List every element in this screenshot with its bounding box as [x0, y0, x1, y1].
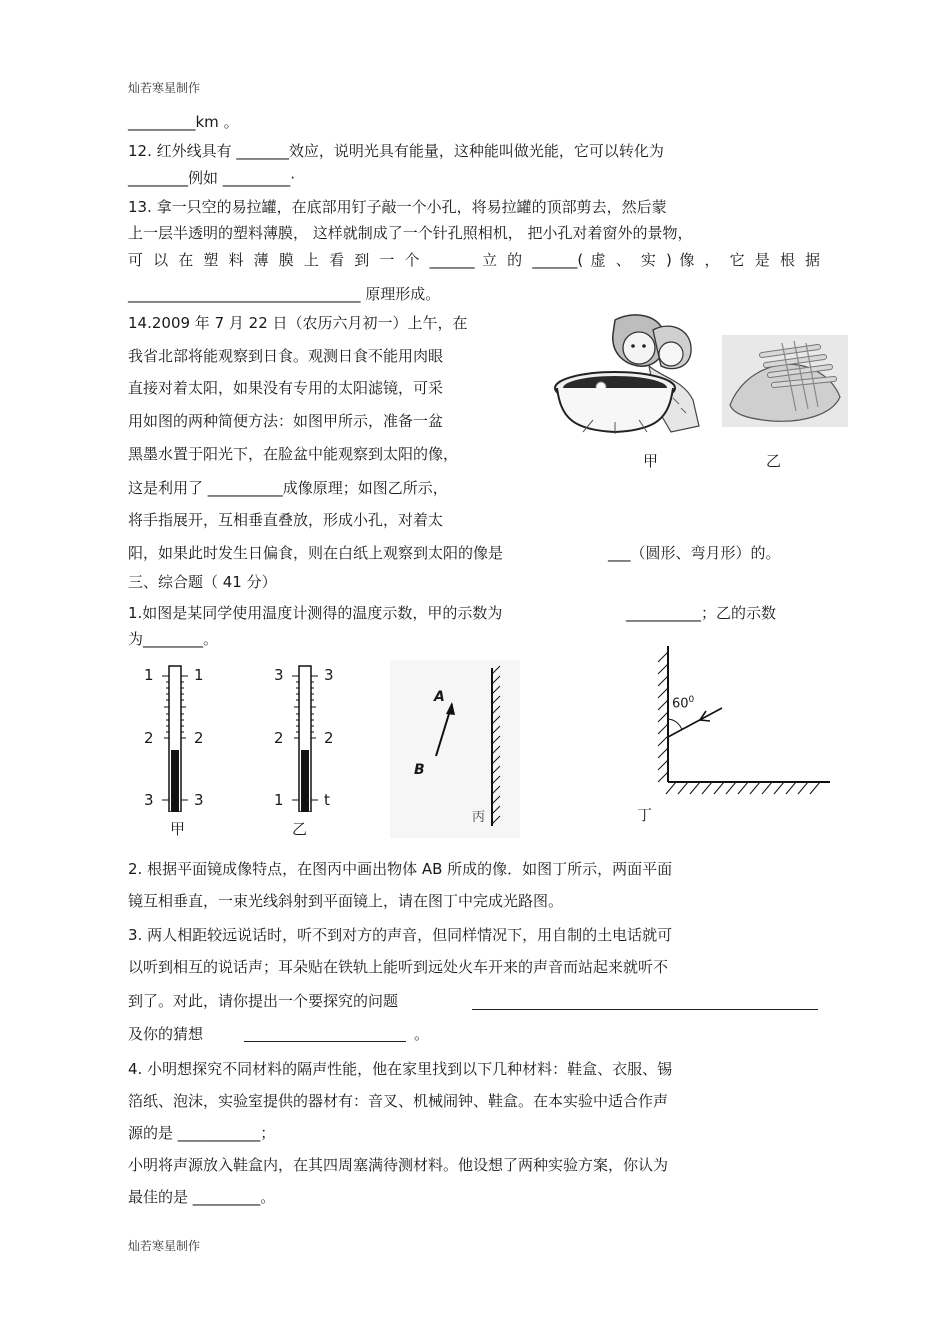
question-12: 12. 红外线具有 _______效应，说明光具有能量，这种能叫做光能，它可以转化为	[128, 142, 664, 160]
figure-jia-label: 甲	[643, 452, 659, 470]
question-13-line4: _______________________________ 原理形成。	[128, 285, 441, 303]
therm-yi-left-3: 3	[274, 666, 284, 684]
figure-jia-basin-illustration	[553, 308, 703, 438]
question-14-line7: 将手指展开，互相垂直叠放，形成小孔，对着太	[128, 511, 444, 529]
therm-jia-right-1: 1	[194, 666, 204, 684]
question-3-guess-line[interactable]	[244, 1041, 406, 1042]
question-4-line4: 小明将声源放入鞋盒内，在其四周塞满待测材料。他设想了两种实验方案，你认为	[128, 1156, 669, 1174]
therm-yi-label: 乙	[292, 820, 308, 838]
therm-jia-left-1: 1	[144, 666, 154, 684]
question-14-line8: 阳，如果此时发生日偏食，则在白纸上观察到太阳的像是	[128, 544, 504, 562]
question-3-end-mark: 。	[414, 1025, 430, 1043]
point-b-label: B	[414, 762, 425, 778]
question-3-answer-line[interactable]	[472, 1009, 818, 1010]
question-14-line5: 黑墨水置于阳光下，在脸盆中能观察到太阳的像，	[128, 445, 459, 463]
question-14-line8-blank: ___（圆形、弯月形）的。	[608, 544, 781, 562]
figure-ding-label: 丁	[637, 806, 653, 824]
angle-value: 60	[672, 696, 689, 712]
point-a-label: A	[434, 689, 445, 705]
therm-jia-right-3: 3	[194, 791, 204, 809]
section-three-heading: 三、综合题（ 41 分）	[128, 573, 277, 591]
question-13-line3: 可 以 在 塑 料 薄 膜 上 看 到 一 个 ______ 立 的 ______( 虚 、 实 ) 像 ， 它 是 根 据	[128, 251, 820, 269]
page-footer: 灿若寒星制作	[128, 1239, 201, 1253]
therm-yi-left-2: 2	[274, 729, 284, 747]
therm-yi-left-1: 1	[274, 791, 284, 809]
figure-bing-mirror	[390, 660, 520, 838]
question-1-blank-jia: __________；乙的示数	[626, 604, 777, 622]
therm-yi-right-3: 3	[324, 666, 334, 684]
figure-yi-hands-illustration	[722, 335, 848, 427]
question-1-line2: 为________。	[128, 630, 219, 648]
angle-degree-sup: 0	[688, 695, 695, 705]
therm-jia-left-3: 3	[144, 791, 154, 809]
figure-bing-label: 丙	[472, 810, 486, 825]
question-3-line4: 及你的猜想	[128, 1025, 204, 1043]
question-1-line1: 1.如图是某同学使用温度计测得的温度示数，甲的示数为	[128, 604, 503, 622]
question-13-line2: 上一层半透明的塑料薄膜， 这样就制成了一个针孔照相机， 把小孔对着窗外的景物，	[128, 224, 693, 242]
question-4-line3: 源的是 ___________；	[128, 1124, 276, 1142]
question-4-line2: 箔纸、泡沫，实验室提供的器材有：音叉、机械闹钟、鞋盒。在本实验中适合作声	[128, 1092, 669, 1110]
question-14-line2: 我省北部将能观察到日食。观测日食不能用肉眼	[128, 347, 444, 365]
page-header: 灿若寒星制作	[128, 81, 201, 95]
therm-jia-left-2: 2	[144, 729, 154, 747]
question-14-line3: 直接对着太阳，如果没有专用的太阳滤镜，可采	[128, 379, 444, 397]
figure-yi-label: 乙	[766, 452, 782, 470]
question-3-line2: 以听到相互的说话声；耳朵贴在铁轨上能听到远处火车开来的声音而站起来就听不	[128, 958, 669, 976]
question-3-line1: 3. 两人相距较远说话时，听不到对方的声音，但同样情况下，用自制的土电话就可	[128, 926, 673, 944]
therm-jia-label: 甲	[170, 820, 186, 838]
question-13: 13. 拿一只空的易拉罐，在底部用钉子敲一个小孔，将易拉罐的顶部剪去，然后蒙	[128, 198, 667, 216]
question-14-line4: 用如图的两种简便方法：如图甲所示，准备一盆	[128, 412, 444, 430]
question-12-continued: ________例如 _________·	[128, 169, 296, 187]
question-3-line3: 到了。对此，请你提出一个要探究的问题	[128, 992, 399, 1010]
figure-ding-perpendicular-mirrors	[650, 640, 835, 800]
therm-jia-right-2: 2	[194, 729, 204, 747]
therm-yi-right-t: t	[324, 791, 330, 809]
angle-label	[672, 695, 694, 711]
question-2-line2: 镜互相垂直，一束光线斜射到平面镜上，请在图丁中完成光路图。	[128, 892, 564, 910]
question-14-line1: 14.2009 年 7 月 22 日（农历六月初一）上午，在	[128, 314, 468, 332]
question-2-line1: 2. 根据平面镜成像特点，在图丙中画出物体 AB 所成的像．如图丁所示，两面平面	[128, 860, 673, 878]
question-14-line6: 这是利用了 __________成像原理；如图乙所示，	[128, 479, 448, 497]
question-4-line1: 4. 小明想探究不同材料的隔声性能，他在家里找到以下几种材料：鞋盒、衣服、锡	[128, 1060, 673, 1078]
question-4-line5: 最佳的是 _________。	[128, 1188, 276, 1206]
line-km-answer: _________km 。	[128, 113, 239, 131]
therm-yi-right-2: 2	[324, 729, 334, 747]
